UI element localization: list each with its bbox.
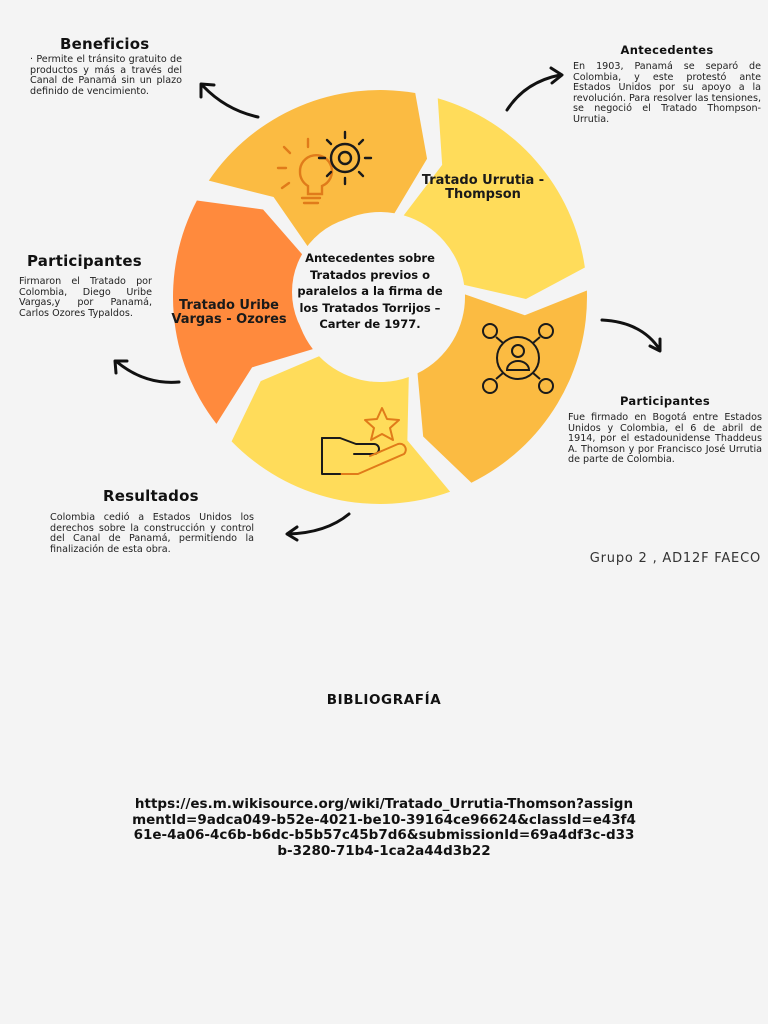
resultados-title: Resultados	[103, 487, 199, 505]
resultados-seg	[232, 356, 451, 504]
bibliography-url[interactable]: https://es.m.wikisource.org/wiki/Tratado_Urrutia-Thomson?assignmentId=9adca049-b52e-4021-be10-39164ce96624&classId=e43f461e-4a06-4c6b-b6dc-b5b57c45b7d6&submissionId=69a4df3c-d33b-3280-71b4-1ca2a44d3b22	[132, 796, 636, 859]
participantes-left-text: Firmaron el Tratado por Colombia, Diego Uribe Vargas,y por Panamá, Carlos Ozores Typaldos.	[19, 276, 152, 319]
antecedentes-text: En 1903, Panamá se separó de Colombia, y este protestó ante Estados Unidos por su apoyo a la revolución. Para resolver las tensiones, se negoció el Tratado Thompson-Urrutia.	[573, 61, 761, 125]
resultados-text: Colombia cedió a Estados Unidos los derechos sobre la construcción y control del Canal de Panamá, permitiendo la finalización de esta obra.	[50, 512, 254, 555]
center-text: Antecedentes sobre Tratados previos o paralelos a la firma de los Tratados Torrijos – Carter de 1977.	[297, 251, 443, 331]
participantes-right-text: Fue firmado en Bogotá entre Estados Unidos y Colombia, el 6 de abril de 1914, por el estadounidense Thaddeus A. Thomson y por Francisco José Urrutia de parte de Colombia.	[568, 412, 762, 466]
participantes-left-title: Participantes	[27, 252, 142, 270]
segment-label-urrutia: Tratado Urrutia - Thompson	[421, 173, 545, 202]
arrow-to-participantes-right	[602, 320, 660, 351]
group-label: Grupo 2 , AD12F FAECO	[589, 551, 761, 566]
beneficios-title: Beneficios	[60, 35, 150, 53]
bibliography-title: BIBLIOGRAFÍA	[326, 692, 442, 708]
antecedentes-title: Antecedentes	[620, 43, 714, 57]
segment-label-uribe: Tratado Uribe Vargas - Ozores	[171, 298, 287, 327]
participantes-right-title: Participantes	[620, 394, 710, 408]
arrow-to-participantes-left	[115, 361, 179, 382]
arrow-to-beneficios	[201, 84, 258, 117]
arrow-to-antecedentes	[507, 68, 562, 110]
beneficios-text: · Permite el tránsito gratuito de productos y más a través del Canal de Panamá sin un plazo definido de vencimiento.	[30, 54, 182, 97]
arrow-to-resultados	[287, 514, 349, 540]
